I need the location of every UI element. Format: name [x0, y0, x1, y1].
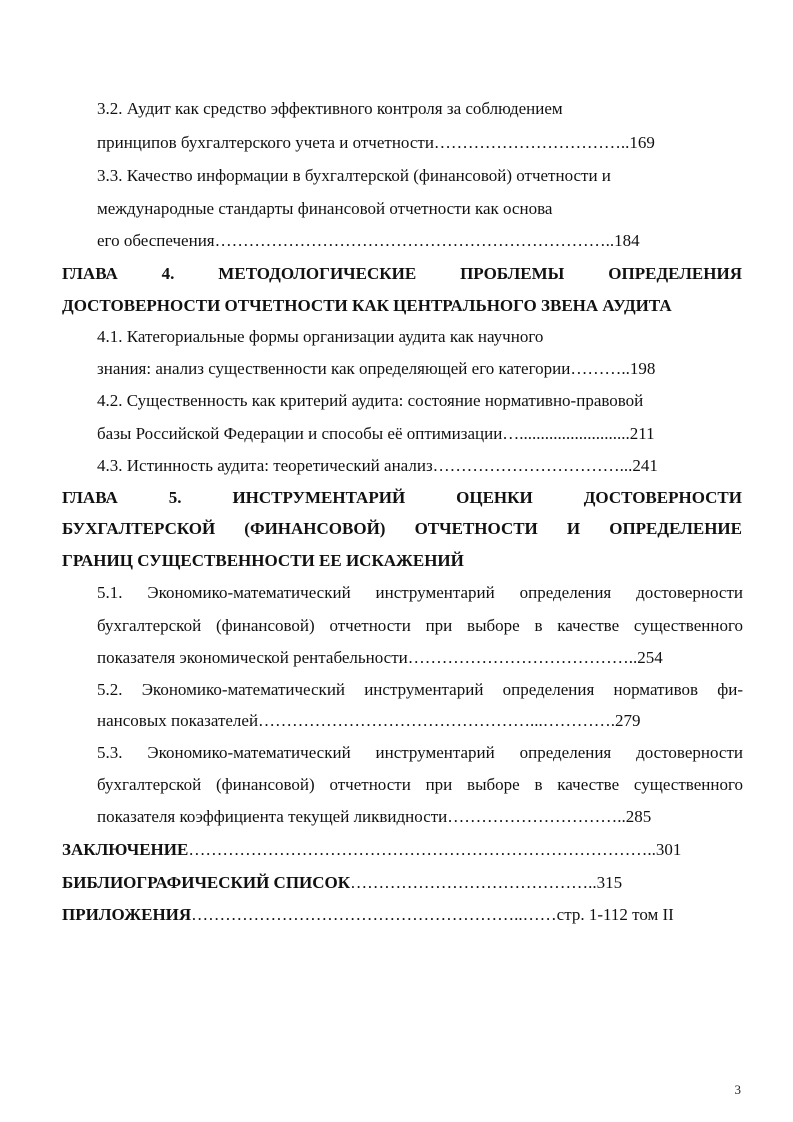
chapter-5-heading-line2: БУХГАЛТЕРСКОЙ (ФИНАНСОВОЙ) ОТЧЕТНОСТИ И ОПРЕДЕЛЕНИЕ [62, 519, 742, 538]
chapter-5-heading-line1: ГЛАВА 5. ИНСТРУМЕНТАРИЙ ОЦЕНКИ ДОСТОВЕРНОСТИ [62, 488, 742, 507]
toc-entry-bibliography [62, 872, 622, 894]
toc-entry-4-2-line2: базы Российской Федерации и способы её оптимизации…..........................211 [97, 424, 655, 443]
toc-entry-5-2-line1: 5.2. Экономико-математический инструментарий определения нормативов фи- [97, 680, 743, 699]
toc-entry-3-2-line2: принципов бухгалтерского учета и отчетности……………………………..169 [97, 133, 655, 152]
appendices-label: ПРИЛОЖЕНИЯ [62, 905, 192, 924]
toc-entry-conclusion [62, 839, 681, 861]
toc-entry-3-3-line2: международные стандарты финансовой отчетности как основа [97, 199, 553, 218]
bibliography-label: БИБЛИОГРАФИЧЕСКИЙ СПИСОК [62, 873, 351, 892]
appendices-leader: …………………………………………………..……стр. 1-112 том II [191, 905, 674, 924]
conclusion-label: ЗАКЛЮЧЕНИЕ [62, 840, 189, 859]
toc-entry-5-1-line1: 5.1. Экономико-математический инструментарий определения достоверности [97, 583, 743, 602]
toc-entry-3-2-line1: 3.2. Аудит как средство эффективного контроля за соблюдением [97, 99, 563, 118]
toc-entry-5-2-line2: нансовых показателей…………………………………………...………….279 [97, 711, 641, 730]
toc-entry-5-3-line1: 5.3. Экономико-математический инструментарий определения достоверности [97, 743, 743, 762]
toc-entry-3-3-line1: 3.3. Качество информации в бухгалтерской (финансовой) отчетности и [97, 166, 611, 185]
chapter-5-heading-line3: ГРАНИЦ СУЩЕСТВЕННОСТИ ЕЕ ИСКАЖЕНИЙ [62, 551, 464, 570]
toc-entry-4-2-line1: 4.2. Существенность как критерий аудита: состояние нормативно-правовой [97, 391, 644, 410]
chapter-4-heading-line2: ДОСТОВЕРНОСТИ ОТЧЕТНОСТИ КАК ЦЕНТРАЛЬНОГО ЗВЕНА АУДИТА [62, 296, 672, 315]
toc-entry-3-3-line3: его обеспечения……………………………………………………………..184 [97, 231, 640, 250]
toc-entry-4-1-line2: знания: анализ существенности как определяющей его категории………..198 [97, 359, 656, 378]
toc-entry-appendices [62, 904, 674, 926]
toc-entry-4-1-line1: 4.1. Категориальные формы организации аудита как научного [97, 327, 544, 346]
bibliography-leader: ……………………………………..315 [350, 873, 623, 892]
toc-entry-5-1-line2: бухгалтерской (финансовой) отчетности при выборе в качестве существенного [97, 616, 743, 635]
conclusion-leader: ………………………………………………………………………..301 [188, 840, 682, 859]
toc-entry-4-3-line1: 4.3. Истинность аудита: теоретический анализ……………………………...241 [97, 456, 658, 475]
toc-entry-5-1-line3: показателя экономической рентабельности…………………………………..254 [97, 648, 663, 667]
toc-entry-5-3-line2: бухгалтерской (финансовой) отчетности при выборе в качестве существенного [97, 775, 743, 794]
chapter-4-heading-line1: ГЛАВА 4. МЕТОДОЛОГИЧЕСКИЕ ПРОБЛЕМЫ ОПРЕДЕЛЕНИЯ [62, 264, 742, 283]
page-number: 3 [734, 1082, 741, 1097]
toc-entry-5-3-line3: показателя коэффициента текущей ликвидности…………………………..285 [97, 807, 652, 826]
